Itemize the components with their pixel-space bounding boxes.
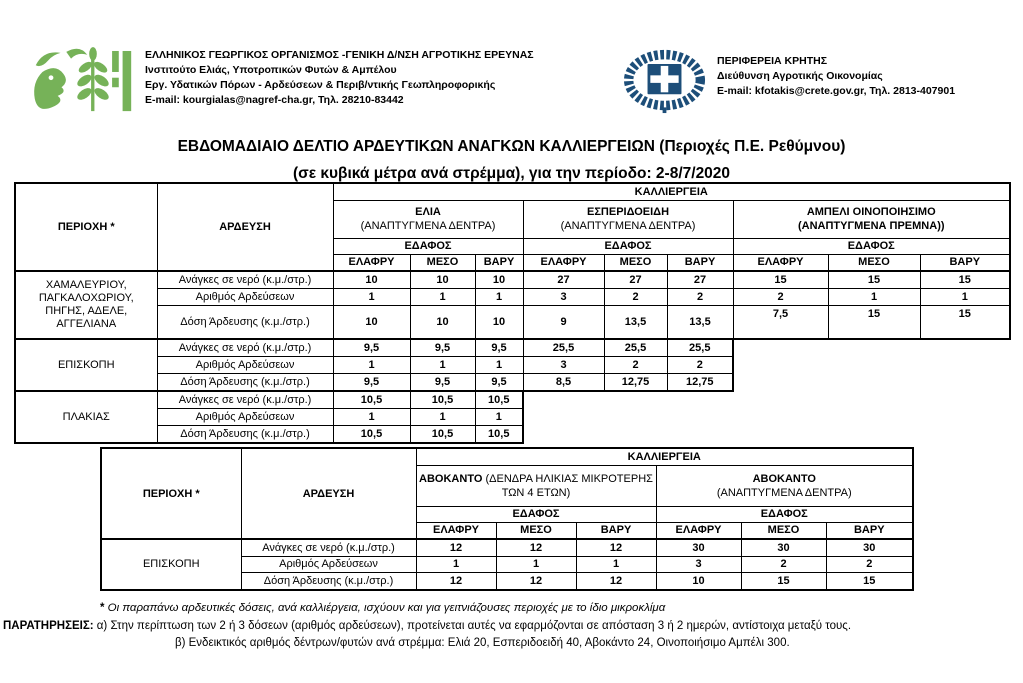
value-cell: 10,5	[410, 391, 475, 408]
value-cell: 9,5	[410, 339, 475, 356]
value-cell: 10	[410, 305, 475, 339]
row-label: Δόση Άρδευσης (κ.μ./στρ.)	[241, 572, 416, 590]
footnote-star-marker: *	[100, 602, 105, 614]
value-cell: 2	[741, 556, 826, 572]
footnote-star-text: Οι παραπάνω αρδευτικές δόσεις, ανά καλλιέργεια, ισχύουν και για γειτνιάζουσες περιοχές με το ίδιο μικροκλίμα	[104, 602, 666, 614]
region-directorate: Διεύθυνση Αγροτικής Οικονομίας	[717, 70, 883, 82]
soil-type: ΜΕΣΟ	[496, 522, 576, 539]
table-row	[15, 391, 1010, 408]
value-cell: 10	[410, 271, 475, 288]
soil-type: ΕΛΑΦΡΥ	[333, 254, 410, 271]
value-cell: 1	[333, 288, 410, 305]
org-contact: E-mail: kourgialas@nagref-cha.gr, Τηλ. 28210-83442	[145, 94, 404, 106]
org-institute: Ινστιτούτο Ελιάς, Υποτροπικών Φυτών & Αμπέλου	[145, 64, 397, 76]
row-label: Ανάγκες σε νερό (κ.μ./στρ.)	[157, 271, 333, 288]
header-right	[622, 48, 955, 114]
value-cell: 10	[333, 305, 410, 339]
row-label: Ανάγκες σε νερό (κ.μ./στρ.)	[157, 391, 333, 408]
crop-header-olive: ΕΛΙΑ (ΑΝΑΠΤΥΓΜΕΝΑ ΔΕΝΤΡΑ)	[333, 200, 523, 238]
value-cell: 12,75	[604, 373, 667, 391]
region-authority: ΠΕΡΙΦΕΡΕΙΑ ΚΡΗΤΗΣ	[717, 55, 828, 67]
row-label: Δόση Άρδευσης (κ.μ./στρ.)	[157, 425, 333, 443]
soil-type: ΕΛΑΦΡΥ	[523, 254, 604, 271]
soil-type: ΜΕΣΟ	[741, 522, 826, 539]
value-cell: 15	[741, 572, 826, 590]
value-cell: 1	[333, 356, 410, 373]
value-cell: 30	[741, 539, 826, 556]
value-cell: 25,5	[667, 339, 733, 356]
table-row	[15, 373, 1010, 391]
value-cell: 10	[475, 271, 523, 288]
value-cell: 9,5	[410, 373, 475, 391]
header-left	[30, 46, 534, 118]
table-row	[15, 425, 1010, 443]
observation-a-text: α) Στην περίπτωση των 2 ή 3 δόσεων (αριθμός αρδεύσεων), προτείνεται αυτές να εφαρμόζονται σε απόσταση 3 ή 2 ημερών, αντίστοιχα μεταξύ τους.	[93, 620, 852, 632]
page-title-line2: (σε κυβικά μέτρα ανά στρέμμα), για την περίοδο: 2-8/7/2020	[292, 165, 731, 182]
value-cell: 27	[604, 271, 667, 288]
table-row	[15, 339, 1010, 356]
value-cell: 13,5	[667, 305, 733, 339]
region-name: ΕΠΙΣΚΟΠΗ	[101, 539, 241, 590]
value-cell: 12	[496, 539, 576, 556]
region-name: ΠΛΑΚΙΑΣ	[15, 391, 157, 443]
soil-type: ΜΕΣΟ	[828, 254, 920, 271]
value-cell: 9,5	[475, 373, 523, 391]
org-lab: Εργ. Υδατικών Πόρων - Αρδεύσεων & Περιβ/ντικής Γεωπληροφορικής	[145, 79, 496, 91]
footnote-star	[100, 601, 665, 616]
row-label: Αριθμός Αρδεύσεων	[157, 356, 333, 373]
value-cell: 12	[496, 572, 576, 590]
value-cell: 27	[523, 271, 604, 288]
value-cell: 1	[410, 356, 475, 373]
table-row	[15, 288, 1010, 305]
value-cell: 15	[920, 271, 1010, 288]
value-cell: 1	[475, 356, 523, 373]
value-cell: 3	[523, 288, 604, 305]
soil-type: ΒΑΡΥ	[475, 254, 523, 271]
value-cell: 9,5	[333, 339, 410, 356]
soil-type: ΒΑΡΥ	[826, 522, 913, 539]
soil-type: ΕΛΑΦΡΥ	[733, 254, 828, 271]
value-cell: 10,5	[333, 391, 410, 408]
crop-header-citrus: ΕΣΠΕΡΙΔΟΕΙΔΗ (ΑΝΑΠΤΥΓΜΕΝΑ ΔΕΝΤΡΑ)	[523, 200, 733, 238]
value-cell: 1	[828, 288, 920, 305]
value-cell: 1	[475, 288, 523, 305]
region-contact: E-mail: kfotakis@crete.gov.gr, Τηλ. 2813-407901	[717, 85, 956, 97]
observation-b-text: β) Ενδεικτικός αριθμός δέντρων/φυτών ανά στρέμμα: Ελιά 20, Εσπεριδοειδή 40, Αβοκάντο 24, Οινοποιήσιμο Αμπέλι 300.	[175, 637, 790, 649]
soil-header: ΕΔΑΦΟΣ	[523, 238, 733, 254]
value-cell: 3	[656, 556, 741, 572]
value-cell: 12	[576, 572, 656, 590]
value-cell: 3	[523, 356, 604, 373]
page-title-line1: ΕΒΔΟΜΑΔΙΑΙΟ ΔΕΛΤΙΟ ΑΡΔΕΥΤΙΚΩΝ ΑΝΑΓΚΩΝ ΚΑΛΛΙΕΡΓΕΙΩΝ (Περιοχές Π.Ε. Ρεθύμνου)	[177, 138, 846, 155]
value-cell: 15	[733, 271, 828, 288]
value-cell: 1	[496, 556, 576, 572]
col-header-region: ΠΕΡΙΟΧΗ *	[15, 183, 157, 271]
value-cell: 9,5	[475, 339, 523, 356]
value-cell: 9	[523, 305, 604, 339]
soil-type: ΕΛΑΦΡΥ	[656, 522, 741, 539]
value-cell: 1	[333, 408, 410, 425]
value-cell: 12,75	[667, 373, 733, 391]
table-row	[15, 305, 1010, 339]
value-cell: 30	[826, 539, 913, 556]
value-cell: 15	[828, 305, 920, 339]
soil-header: ΕΔΑΦΟΣ	[656, 506, 913, 522]
value-cell: 10	[656, 572, 741, 590]
value-cell: 2	[667, 356, 733, 373]
value-cell: 15	[920, 305, 1010, 339]
value-cell: 25,5	[604, 339, 667, 356]
elgo-logo	[30, 46, 135, 118]
soil-type: ΜΕΣΟ	[410, 254, 475, 271]
value-cell: 2	[604, 356, 667, 373]
table-row	[15, 408, 1010, 425]
observations-line-b	[175, 636, 790, 651]
table-row	[15, 356, 1010, 373]
table-row	[101, 539, 913, 556]
value-cell: 30	[656, 539, 741, 556]
soil-type: ΒΑΡΥ	[576, 522, 656, 539]
observations-line-a	[3, 619, 851, 634]
soil-header: ΕΔΑΦΟΣ	[333, 238, 523, 254]
value-cell: 10,5	[410, 425, 475, 443]
col-header-irrigation: ΑΡΔΕΥΣΗ	[241, 448, 416, 539]
value-cell: 10,5	[333, 425, 410, 443]
value-cell: 9,5	[333, 373, 410, 391]
value-cell: 12	[416, 572, 496, 590]
region-name: ΧΑΜΑΛΕΥΡΙΟΥ, ΠΑΓΚΑΛΟΧΩΡΙΟΥ, ΠΗΓΗΣ, ΑΔΕΛΕ, ΑΓΓΕΛΙΑΝΑ	[15, 271, 157, 339]
row-label: Δόση Άρδευσης (κ.μ./στρ.)	[157, 305, 333, 339]
value-cell: 2	[826, 556, 913, 572]
region-name: ΕΠΙΣΚΟΠΗ	[15, 339, 157, 391]
value-cell: 10	[333, 271, 410, 288]
row-label: Αριθμός Αρδεύσεων	[157, 408, 333, 425]
value-cell: 12	[576, 539, 656, 556]
soil-type: ΕΛΑΦΡΥ	[416, 522, 496, 539]
value-cell: 1	[576, 556, 656, 572]
irrigation-table-avocado	[100, 447, 914, 591]
value-cell: 10,5	[475, 391, 523, 408]
value-cell: 1	[410, 288, 475, 305]
observations-label: ΠΑΡΑΤΗΡΗΣΕΙΣ:	[3, 620, 94, 632]
row-label: Ανάγκες σε νερό (κ.μ./στρ.)	[157, 339, 333, 356]
row-label: Αριθμός Αρδεύσεων	[241, 556, 416, 572]
soil-type: ΒΑΡΥ	[920, 254, 1010, 271]
crop-header-wine-grape: ΑΜΠΕΛΙ ΟΙΝΟΠΟΙΗΣΙΜΟ (ΑΝΑΠΤΥΓΜΕΝΑ ΠΡΕΜΝΑ))	[733, 200, 1010, 238]
table-row	[15, 271, 1010, 288]
crop-header-avocado-young: ΑΒΟΚΑΝΤΟ (ΔΕΝΔΡΑ ΗΛΙΚΙΑΣ ΜΙΚΡΟΤΕΡΗΣ ΤΩΝ 4 ΕΤΩΝ)	[416, 465, 656, 506]
value-cell: 15	[828, 271, 920, 288]
crop-header-avocado-grown: ΑΒΟΚΑΝΤΟ (ΑΝΑΠΤΥΓΜΕΝΑ ΔΕΝΤΡΑ)	[656, 465, 913, 506]
value-cell: 27	[667, 271, 733, 288]
soil-header: ΕΔΑΦΟΣ	[733, 238, 1010, 254]
value-cell: 12	[416, 539, 496, 556]
value-cell: 1	[416, 556, 496, 572]
value-cell: 7,5	[733, 305, 828, 339]
irrigation-table-main	[14, 182, 1011, 444]
value-cell: 8,5	[523, 373, 604, 391]
col-header-region: ΠΕΡΙΟΧΗ *	[101, 448, 241, 539]
page-title	[0, 133, 1023, 187]
value-cell: 2	[733, 288, 828, 305]
row-label: Αριθμός Αρδεύσεων	[157, 288, 333, 305]
soil-type: ΜΕΣΟ	[604, 254, 667, 271]
org-name: ΕΛΛΗΝΙΚΟΣ ΓΕΩΡΓΙΚΟΣ ΟΡΓΑΝΙΣΜΟΣ -ΓΕΝΙΚΗ Δ/ΝΣΗ ΑΓΡΟΤΙΚΗΣ ΕΡΕΥΝΑΣ	[145, 49, 534, 61]
value-cell: 13,5	[604, 305, 667, 339]
value-cell: 10	[475, 305, 523, 339]
greek-emblem-icon	[622, 48, 707, 114]
value-cell: 1	[410, 408, 475, 425]
value-cell: 2	[667, 288, 733, 305]
value-cell: 10,5	[475, 425, 523, 443]
col-header-crop: ΚΑΛΛΙΕΡΓΕΙΑ	[416, 448, 913, 465]
value-cell: 1	[920, 288, 1010, 305]
soil-type: ΒΑΡΥ	[667, 254, 733, 271]
row-label: Δόση Άρδευσης (κ.μ./στρ.)	[157, 373, 333, 391]
value-cell: 2	[604, 288, 667, 305]
value-cell: 15	[826, 572, 913, 590]
col-header-irrigation: ΑΡΔΕΥΣΗ	[157, 183, 333, 271]
soil-header: ΕΔΑΦΟΣ	[416, 506, 656, 522]
col-header-crop: ΚΑΛΛΙΕΡΓΕΙΑ	[333, 183, 1010, 200]
value-cell: 25,5	[523, 339, 604, 356]
row-label: Ανάγκες σε νερό (κ.μ./στρ.)	[241, 539, 416, 556]
value-cell: 1	[475, 408, 523, 425]
